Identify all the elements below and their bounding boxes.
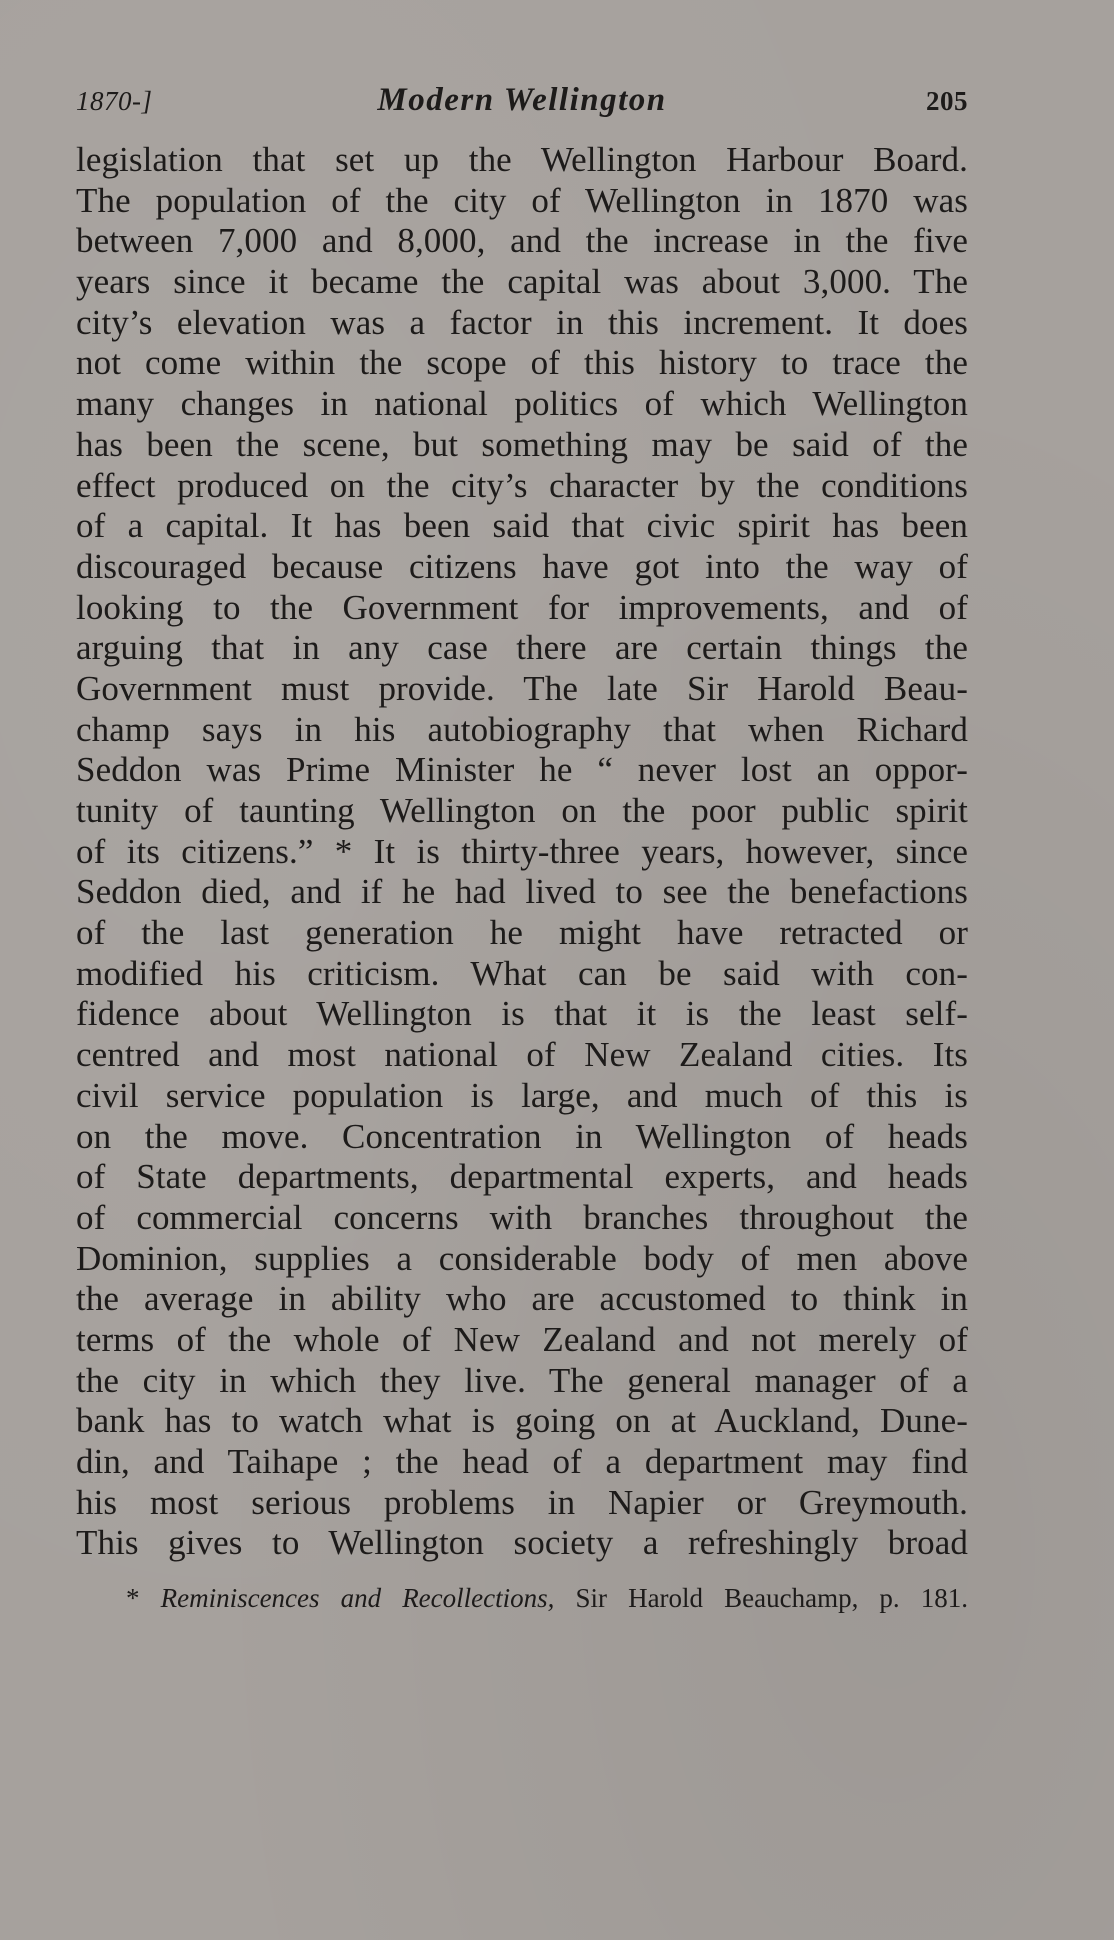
running-head-title: Modern Wellington <box>377 82 667 118</box>
text-line: of commercial concerns with branches throughout the <box>76 1197 968 1237</box>
text-line: of a capital. It has been said that civic spirit has been <box>76 506 968 546</box>
text-line: Government must provide. The late Sir Harold Beau- <box>76 668 968 708</box>
text-line: Dominion, supplies a considerable body of men above <box>76 1238 968 1278</box>
text-line: of its citizens.” * It is thirty-three years, however, since <box>76 831 968 871</box>
text-line: legislation that set up the Wellington Harbour Board. <box>76 140 968 179</box>
text-line: of the last generation he might have retracted or <box>76 913 968 953</box>
text-line: terms of the whole of New Zealand and not merely of <box>76 1319 968 1359</box>
text-line: civil service population is large, and much of this is <box>76 1075 968 1115</box>
text-line: This gives to Wellington society a refreshingly broad <box>76 1523 968 1563</box>
footnote <box>126 1580 968 1616</box>
text-line: discouraged because citizens have got into the way of <box>76 546 968 586</box>
text-line: effect produced on the city’s character by the conditions <box>76 465 968 505</box>
text-line: champ says in his autobiography that when Richard <box>76 709 968 749</box>
body-text <box>76 140 968 1564</box>
text-line: arguing that in any case there are certain things the <box>76 628 968 668</box>
text-line: city’s elevation was a factor in this increment. It does <box>76 302 968 342</box>
text-line: of State departments, departmental experts, and heads <box>76 1157 968 1197</box>
text-line: tunity of taunting Wellington on the poor public spirit <box>76 791 968 830</box>
text-line: bank has to watch what is going on at Auckland, Dune- <box>76 1401 968 1441</box>
footnote-book-title: Reminiscences and Recollections, <box>160 1583 555 1613</box>
footnote-marker: * <box>126 1583 140 1613</box>
text-line: between 7,000 and 8,000, and the increase in the five <box>76 221 968 261</box>
text-line: many changes in national politics of which Wellington <box>76 384 968 424</box>
text-line: years since it became the capital was about 3,000. The <box>76 262 968 302</box>
page-number: 205 <box>926 86 968 116</box>
text-line: has been the scene, but something may be said of the <box>76 424 968 464</box>
text-line: The population of the city of Wellington in 1870 was <box>76 180 968 220</box>
running-head-date-range: 1870-] <box>76 86 153 116</box>
text-line: din, and Taihape ; the head of a department may find <box>76 1442 968 1481</box>
text-line: Seddon died, and if he had lived to see the benefactions <box>76 872 968 912</box>
text-line: the city in which they live. The general manager of a <box>76 1360 968 1400</box>
text-line: looking to the Government for improvements, and of <box>76 587 968 627</box>
text-line: centred and most national of New Zealand cities. Its <box>76 1035 968 1075</box>
footnote-citation: Sir Harold Beauchamp, p. 181. <box>575 1583 969 1613</box>
text-line: not come within the scope of this history to trace the <box>76 343 968 383</box>
text-line: Seddon was Prime Minister he “ never lost an oppor- <box>76 750 968 790</box>
text-line: modified his criticism. What can be said with con- <box>76 953 968 993</box>
text-line: the average in ability who are accustomed to think in <box>76 1279 968 1319</box>
text-line: on the move. Concentration in Wellington of heads <box>76 1116 968 1156</box>
running-head <box>76 82 968 122</box>
text-line: fidence about Wellington is that it is the least self- <box>76 994 968 1034</box>
text-line: his most serious problems in Napier or Greymouth. <box>76 1482 968 1522</box>
